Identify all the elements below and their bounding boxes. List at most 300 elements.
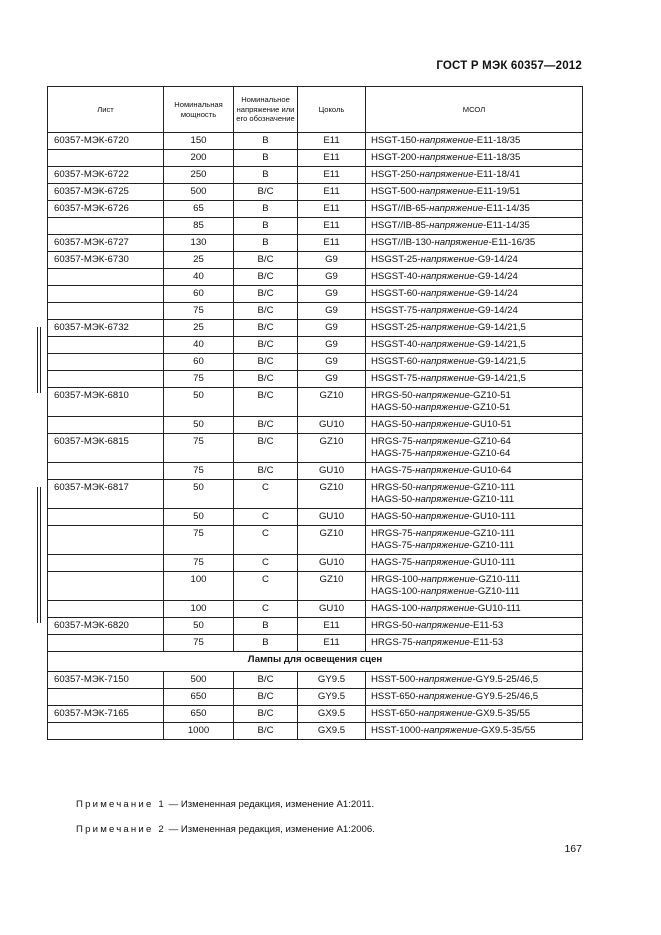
sheet-cell xyxy=(48,526,164,555)
msol-code-part: HSGST-60- xyxy=(371,356,421,367)
msol-line xyxy=(371,339,582,351)
voltage-placeholder: напряжение xyxy=(415,465,470,476)
msol-line xyxy=(371,511,582,523)
document-title: ГОСТ Р МЭК 60357—2012 xyxy=(436,60,582,72)
power-cell: 50 xyxy=(164,480,234,509)
msol-code-part: HAGS-100- xyxy=(371,586,421,597)
msol-code-part: HSGT-500- xyxy=(371,186,420,197)
msol-cell xyxy=(366,371,583,388)
voltage-cell: В/С xyxy=(234,269,298,286)
msol-code-part: HAGS-100- xyxy=(371,603,421,614)
msol-code-part: -G9-14/24 xyxy=(474,271,518,282)
msol-line xyxy=(371,220,582,232)
msol-line xyxy=(371,373,582,385)
power-cell: 250 xyxy=(164,167,234,184)
table-row xyxy=(48,167,583,184)
note-label: Примечание 2 xyxy=(76,824,166,835)
msol-code-part: HRGS-75- xyxy=(371,436,416,447)
msol-code-part: -E11-16/35 xyxy=(488,237,536,248)
table-row xyxy=(48,723,583,740)
lamp-table xyxy=(47,86,583,740)
msol-code-part: -GU10-111 xyxy=(469,511,516,522)
msol-line xyxy=(371,540,582,552)
voltage-placeholder: напряжение xyxy=(434,237,489,248)
section-row xyxy=(48,652,583,672)
sheet-cell: 60357-МЭК-6730 xyxy=(48,252,164,269)
msol-code-part: HRGS-75- xyxy=(371,528,416,539)
base-cell: GX9.5 xyxy=(298,723,366,740)
change-margin-bar xyxy=(37,487,38,623)
table-row xyxy=(48,706,583,723)
msol-code-part: HAGS-75- xyxy=(371,557,416,568)
msol-line xyxy=(371,603,582,615)
msol-cell xyxy=(366,509,583,526)
power-cell: 650 xyxy=(164,706,234,723)
section-title: Лампы для освещения сцен xyxy=(48,652,583,672)
power-cell: 50 xyxy=(164,618,234,635)
change-margin-bar xyxy=(40,487,41,623)
voltage-cell: В xyxy=(234,635,298,652)
msol-line xyxy=(371,402,582,414)
table-row xyxy=(48,133,583,150)
sheet-cell xyxy=(48,218,164,235)
power-cell: 65 xyxy=(164,201,234,218)
voltage-cell: С xyxy=(234,526,298,555)
sheet-cell: 60357-МЭК-7165 xyxy=(48,706,164,723)
voltage-placeholder: напряжение xyxy=(420,373,475,384)
msol-line xyxy=(371,586,582,598)
msol-line xyxy=(371,691,582,703)
sheet-cell: 60357-МЭК-6817 xyxy=(48,480,164,509)
table-row xyxy=(48,480,583,509)
base-cell: GU10 xyxy=(298,601,366,618)
voltage-cell: В/С xyxy=(234,388,298,417)
change-margin-bar xyxy=(40,327,41,393)
msol-code-part: HAGS-50- xyxy=(371,511,416,522)
msol-cell xyxy=(366,184,583,201)
table-row xyxy=(48,526,583,555)
msol-line xyxy=(371,237,582,249)
base-cell: GY9.5 xyxy=(298,672,366,689)
voltage-placeholder: напряжение xyxy=(415,557,470,568)
base-cell: GY9.5 xyxy=(298,689,366,706)
msol-code-part: HSGT-200- xyxy=(371,152,420,163)
voltage-placeholder: напряжение xyxy=(421,574,476,585)
table-row xyxy=(48,320,583,337)
sheet-cell xyxy=(48,689,164,706)
voltage-placeholder: напряжение xyxy=(429,220,484,231)
column-header-voltage: Номинальное напряжение или его обозначение xyxy=(234,87,298,133)
table-row xyxy=(48,689,583,706)
change-margin-bar xyxy=(37,327,38,393)
sheet-cell: 60357-МЭК-6726 xyxy=(48,201,164,218)
power-cell: 60 xyxy=(164,286,234,303)
voltage-cell: С xyxy=(234,509,298,526)
voltage-cell: В/С xyxy=(234,689,298,706)
msol-line xyxy=(371,482,582,494)
msol-code-part: HSGST-25- xyxy=(371,254,421,265)
voltage-cell: В/С xyxy=(234,672,298,689)
power-cell: 75 xyxy=(164,635,234,652)
msol-line xyxy=(371,186,582,198)
voltage-cell: В/С xyxy=(234,417,298,434)
base-cell: E11 xyxy=(298,635,366,652)
base-cell: E11 xyxy=(298,618,366,635)
msol-code-part: -GX9.5-35/55 xyxy=(472,708,531,719)
msol-cell xyxy=(366,723,583,740)
power-cell: 75 xyxy=(164,371,234,388)
msol-line xyxy=(371,419,582,431)
voltage-placeholder: напряжение xyxy=(415,540,470,551)
msol-cell xyxy=(366,526,583,555)
voltage-cell: В xyxy=(234,167,298,184)
msol-line xyxy=(371,465,582,477)
msol-code-part: HSST-1000- xyxy=(371,725,424,736)
table-row xyxy=(48,337,583,354)
base-cell: GZ10 xyxy=(298,480,366,509)
power-cell: 75 xyxy=(164,526,234,555)
msol-line xyxy=(371,271,582,283)
voltage-placeholder: напряжение xyxy=(415,528,470,539)
sheet-cell: 60357-МЭК-6725 xyxy=(48,184,164,201)
msol-cell xyxy=(366,354,583,371)
power-cell: 500 xyxy=(164,184,234,201)
msol-code-part: -GZ10-111 xyxy=(469,528,515,539)
voltage-placeholder: напряжение xyxy=(420,254,475,265)
note-2 xyxy=(76,824,375,835)
msol-code-part: HSGT-150- xyxy=(371,135,420,146)
sheet-cell: 60357-МЭК-6720 xyxy=(48,133,164,150)
msol-code-part: HSST-650- xyxy=(371,691,419,702)
msol-code-part: -E11-18/35 xyxy=(473,135,521,146)
base-cell: E11 xyxy=(298,235,366,252)
voltage-placeholder: напряжение xyxy=(418,691,473,702)
msol-code-part: -G9-14/21,5 xyxy=(474,373,526,384)
voltage-cell: В/С xyxy=(234,371,298,388)
voltage-cell: В/С xyxy=(234,286,298,303)
msol-code-part: -E11-19/51 xyxy=(473,186,521,197)
sheet-cell xyxy=(48,723,164,740)
power-cell: 75 xyxy=(164,303,234,320)
table-row xyxy=(48,388,583,417)
msol-cell xyxy=(366,218,583,235)
sheet-cell: 60357-МЭК-6810 xyxy=(48,388,164,417)
voltage-placeholder: напряжение xyxy=(415,419,470,430)
power-cell: 75 xyxy=(164,555,234,572)
msol-cell xyxy=(366,388,583,417)
table-row xyxy=(48,618,583,635)
table-row xyxy=(48,150,583,167)
msol-code-part: -GZ10-111 xyxy=(474,586,520,597)
msol-line xyxy=(371,574,582,586)
table-row xyxy=(48,184,583,201)
base-cell: GX9.5 xyxy=(298,706,366,723)
msol-cell xyxy=(366,269,583,286)
msol-cell xyxy=(366,434,583,463)
msol-cell xyxy=(366,689,583,706)
msol-code-part: -G9-14/24 xyxy=(474,254,518,265)
msol-cell xyxy=(366,320,583,337)
msol-code-part: HSGST-25- xyxy=(371,322,421,333)
voltage-placeholder: напряжение xyxy=(420,339,475,350)
voltage-placeholder: напряжение xyxy=(420,305,475,316)
msol-code-part: -G9-14/21,5 xyxy=(474,322,526,333)
msol-code-part: HSGST-75- xyxy=(371,373,421,384)
msol-code-part: -E11-18/35 xyxy=(473,152,521,163)
msol-line xyxy=(371,356,582,368)
power-cell: 50 xyxy=(164,509,234,526)
msol-line xyxy=(371,322,582,334)
table-row xyxy=(48,572,583,601)
msol-code-part: -E11-14/35 xyxy=(483,220,530,231)
voltage-cell: В xyxy=(234,150,298,167)
msol-line xyxy=(371,436,582,448)
sheet-cell: 60357-МЭК-7150 xyxy=(48,672,164,689)
msol-line xyxy=(371,135,582,147)
base-cell: E11 xyxy=(298,150,366,167)
base-cell: E11 xyxy=(298,133,366,150)
sheet-cell: 60357-МЭК-6727 xyxy=(48,235,164,252)
msol-code-part: HRGS-50- xyxy=(371,390,416,401)
msol-code-part: HSGT//IB-85- xyxy=(371,220,430,231)
power-cell: 1000 xyxy=(164,723,234,740)
msol-cell xyxy=(366,635,583,652)
table-row xyxy=(48,417,583,434)
table-body xyxy=(48,133,583,740)
msol-code-part: -GZ10-64 xyxy=(469,448,511,459)
msol-cell xyxy=(366,706,583,723)
msol-code-part: HAGS-75- xyxy=(371,448,416,459)
msol-line xyxy=(371,528,582,540)
voltage-placeholder: напряжение xyxy=(423,725,478,736)
voltage-placeholder: напряжение xyxy=(418,674,473,685)
voltage-placeholder: напряжение xyxy=(420,322,475,333)
sheet-cell: 60357-МЭК-6722 xyxy=(48,167,164,184)
msol-code-part: HSGST-40- xyxy=(371,339,421,350)
msol-code-part: -GU10-64 xyxy=(469,465,512,476)
voltage-placeholder: напряжение xyxy=(429,203,484,214)
column-header-msol: МСОЛ xyxy=(366,87,583,133)
msol-cell xyxy=(366,201,583,218)
base-cell: G9 xyxy=(298,269,366,286)
base-cell: G9 xyxy=(298,337,366,354)
power-cell: 75 xyxy=(164,434,234,463)
msol-code-part: -GZ10-111 xyxy=(469,482,515,493)
table-row xyxy=(48,269,583,286)
voltage-placeholder: напряжение xyxy=(415,436,470,447)
msol-line xyxy=(371,390,582,402)
sheet-cell xyxy=(48,555,164,572)
table-header-row xyxy=(48,87,583,133)
sheet-cell xyxy=(48,150,164,167)
base-cell: G9 xyxy=(298,303,366,320)
base-cell: GU10 xyxy=(298,555,366,572)
power-cell: 150 xyxy=(164,133,234,150)
msol-cell xyxy=(366,572,583,601)
msol-line xyxy=(371,725,582,737)
voltage-cell: С xyxy=(234,601,298,618)
power-cell: 650 xyxy=(164,689,234,706)
voltage-cell: В/С xyxy=(234,303,298,320)
power-cell: 50 xyxy=(164,388,234,417)
table-row xyxy=(48,235,583,252)
msol-line xyxy=(371,152,582,164)
msol-code-part: HRGS-50- xyxy=(371,482,416,493)
msol-cell xyxy=(366,618,583,635)
msol-cell xyxy=(366,601,583,618)
voltage-placeholder: напряжение xyxy=(420,356,475,367)
msol-code-part: -G9-14/21,5 xyxy=(474,339,526,350)
table-row xyxy=(48,509,583,526)
voltage-cell: В xyxy=(234,201,298,218)
table-row xyxy=(48,555,583,572)
voltage-cell: В xyxy=(234,618,298,635)
sheet-cell xyxy=(48,635,164,652)
msol-code-part: HAGS-75- xyxy=(371,540,416,551)
base-cell: E11 xyxy=(298,201,366,218)
base-cell: GZ10 xyxy=(298,388,366,417)
power-cell: 75 xyxy=(164,463,234,480)
table-row xyxy=(48,201,583,218)
sheet-cell xyxy=(48,572,164,601)
voltage-placeholder: напряжение xyxy=(415,448,470,459)
sheet-cell xyxy=(48,269,164,286)
msol-code-part: -E11-53 xyxy=(469,637,504,648)
msol-code-part: -GX9.5-35/55 xyxy=(477,725,536,736)
note-label: Примечание 1 xyxy=(76,799,166,810)
msol-line xyxy=(371,305,582,317)
base-cell: E11 xyxy=(298,167,366,184)
msol-code-part: HSGT-250- xyxy=(371,169,420,180)
msol-line xyxy=(371,637,582,649)
voltage-cell: В/С xyxy=(234,252,298,269)
msol-cell xyxy=(366,167,583,184)
power-cell: 100 xyxy=(164,601,234,618)
msol-code-part: -GY9.5-25/46,5 xyxy=(472,674,539,685)
msol-code-part: HAGS-50- xyxy=(371,402,416,413)
base-cell: G9 xyxy=(298,320,366,337)
voltage-placeholder: напряжение xyxy=(419,186,474,197)
voltage-cell: С xyxy=(234,572,298,601)
msol-cell xyxy=(366,133,583,150)
table-row xyxy=(48,303,583,320)
power-cell: 40 xyxy=(164,269,234,286)
column-header-power: Номинальная мощность xyxy=(164,87,234,133)
voltage-placeholder: напряжение xyxy=(420,603,475,614)
msol-cell xyxy=(366,555,583,572)
sheet-cell xyxy=(48,463,164,480)
sheet-cell xyxy=(48,417,164,434)
voltage-cell: В/С xyxy=(234,434,298,463)
power-cell: 25 xyxy=(164,320,234,337)
voltage-placeholder: напряжение xyxy=(415,637,470,648)
base-cell: G9 xyxy=(298,286,366,303)
msol-code-part: HRGS-75- xyxy=(371,637,416,648)
msol-code-part: HSST-650- xyxy=(371,708,419,719)
base-cell: GU10 xyxy=(298,509,366,526)
msol-line xyxy=(371,674,582,686)
power-cell: 100 xyxy=(164,572,234,601)
msol-code-part: -G9-14/24 xyxy=(474,305,518,316)
sheet-cell xyxy=(48,601,164,618)
base-cell: G9 xyxy=(298,371,366,388)
msol-cell xyxy=(366,303,583,320)
msol-line xyxy=(371,288,582,300)
table-row xyxy=(48,635,583,652)
msol-line xyxy=(371,557,582,569)
table-row xyxy=(48,601,583,618)
voltage-placeholder: напряжение xyxy=(415,494,470,505)
msol-code-part: HRGS-50- xyxy=(371,620,416,631)
msol-code-part: -GZ10-111 xyxy=(475,574,521,585)
msol-code-part: -GZ10-111 xyxy=(469,540,515,551)
voltage-cell: В/С xyxy=(234,320,298,337)
msol-line xyxy=(371,169,582,181)
sheet-cell: 60357-МЭК-6815 xyxy=(48,434,164,463)
voltage-placeholder: напряжение xyxy=(420,271,475,282)
msol-cell xyxy=(366,463,583,480)
msol-code-part: -GU10-111 xyxy=(469,557,516,568)
table-row xyxy=(48,218,583,235)
msol-code-part: HRGS-100- xyxy=(371,574,422,585)
msol-code-part: -GY9.5-25/46,5 xyxy=(472,691,539,702)
column-header-base: Цоколь xyxy=(298,87,366,133)
power-cell: 200 xyxy=(164,150,234,167)
power-cell: 85 xyxy=(164,218,234,235)
voltage-placeholder: напряжение xyxy=(415,511,470,522)
voltage-cell: В/С xyxy=(234,184,298,201)
voltage-placeholder: напряжение xyxy=(415,402,470,413)
page-number: 167 xyxy=(564,843,582,855)
msol-cell xyxy=(366,480,583,509)
msol-code-part: HAGS-50- xyxy=(371,494,416,505)
power-cell: 25 xyxy=(164,252,234,269)
msol-line xyxy=(371,203,582,215)
msol-code-part: -GU10-51 xyxy=(469,419,512,430)
msol-line xyxy=(371,708,582,720)
note-1 xyxy=(76,799,374,810)
voltage-placeholder: напряжение xyxy=(419,152,474,163)
voltage-placeholder: напряжение xyxy=(420,586,475,597)
msol-code-part: -E11-14/35 xyxy=(483,203,530,214)
sheet-cell xyxy=(48,354,164,371)
table-row xyxy=(48,672,583,689)
msol-code-part: -G9-14/24 xyxy=(474,288,518,299)
voltage-placeholder: напряжение xyxy=(415,620,470,631)
table-row xyxy=(48,434,583,463)
base-cell: E11 xyxy=(298,184,366,201)
msol-code-part: -GZ10-51 xyxy=(469,390,511,401)
sheet-cell: 60357-МЭК-6820 xyxy=(48,618,164,635)
voltage-placeholder: напряжение xyxy=(418,708,473,719)
msol-code-part: HSGST-75- xyxy=(371,305,421,316)
msol-cell xyxy=(366,286,583,303)
base-cell: G9 xyxy=(298,252,366,269)
power-cell: 60 xyxy=(164,354,234,371)
table-row xyxy=(48,463,583,480)
voltage-placeholder: напряжение xyxy=(415,482,470,493)
voltage-placeholder: напряжение xyxy=(419,169,474,180)
base-cell: GU10 xyxy=(298,417,366,434)
voltage-cell: С xyxy=(234,555,298,572)
voltage-cell: В/С xyxy=(234,706,298,723)
power-cell: 500 xyxy=(164,672,234,689)
msol-code-part: -GZ10-64 xyxy=(469,436,511,447)
msol-code-part: -GZ10-51 xyxy=(469,402,511,413)
sheet-cell xyxy=(48,286,164,303)
voltage-cell: С xyxy=(234,480,298,509)
base-cell: E11 xyxy=(298,218,366,235)
